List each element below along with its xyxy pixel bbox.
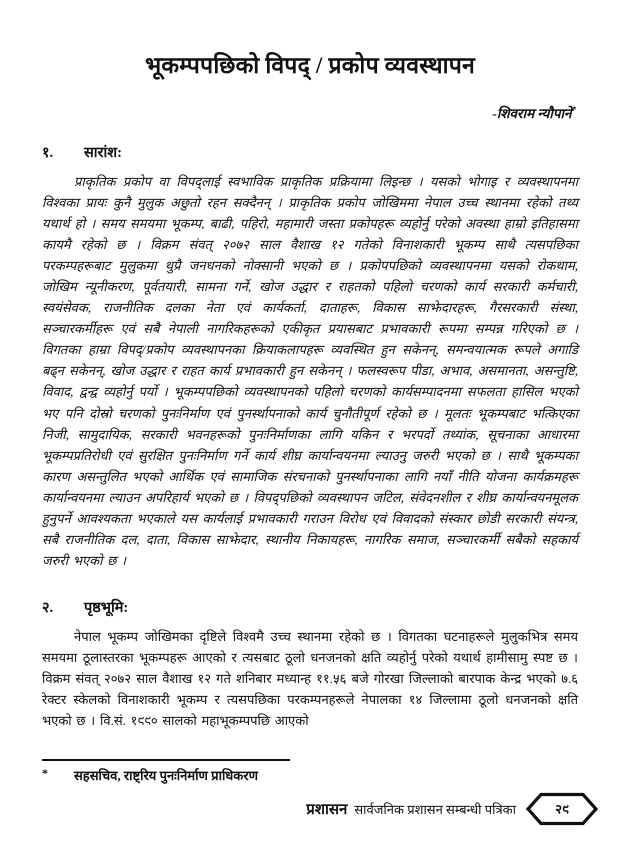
author-line — [42, 104, 578, 122]
journal-subtitle: सार्वजनिक प्रशासन सम्बन्धी पत्रिका — [354, 802, 516, 817]
journal-name: प्रशासन — [306, 802, 348, 818]
page-number-badge — [526, 792, 598, 826]
footnote-divider — [42, 759, 290, 761]
footnote-label: सहसचिव, राष्ट्रिय पुनःनिर्माण प्राधिकरण — [74, 768, 259, 783]
section-2-title: पृष्ठभूमि: — [84, 599, 129, 616]
article-title: भूकम्पपछिको विपद् / प्रकोप व्यवस्थापन — [145, 53, 475, 78]
author-footnote-marker: * — [571, 104, 576, 115]
section-2-paragraph: नेपाल भूकम्प जोखिमका दृष्टिले विश्वमै उच्च स्थानमा रहेको छ । विगतका घटनाहरूले मुलुकभित्र समय समयमा ठूलास्तरका भूकम्पहरू आएको र त्यसबाट ठूलो धनजनको क्षति व्यहोर्नु परेको यथार्थ हामीसामु स्पष्ट छ । विक्रम संवत् २०७२ साल वैशाख १२ गते शनिबार मध्यान्ह ११.५६ बजे गोरखा जिल्लाको बारपाक केन्द्र भएको ७.६ रेक्टर स्केलको विनाशकारी भूकम्प र त्यसपछिका परकम्पनहरूले नेपालका १४ जिल्लामा ठूलो धनजनको क्षति भएको छ । वि.सं. १९९० सालको महाभूकम्पपछि आएको — [42, 628, 578, 729]
section-1-paragraph: प्राकृतिक प्रकोप वा विपद्लाई स्वभाविक प्राकृतिक प्रक्रियामा लिइन्छ । यसको भोगाइ र व्यवस्थापनमा विश्वका प्रायः कुनै मुलुक अछुतो रहन सक्दैनन् । प्राकृतिक प्रकोप जोखिममा नेपाल उच्च स्थानमा रहेको तथ्य यथार्थ हो । समय समयमा भूकम्प, बाढी, पहिरो, महामारी जस्ता प्रकोपहरू व्यहोर्नु परेको अवस्था हाम्रो इतिहासमा कायमै रहेको छ । विक्रम संवत् २०७२ साल वैशाख १२ गतेको विनाशकारी भूकम्प साथै त्यसपछिका परकम्पहरूबाट मुलुकमा थुप्रै जनधनको नोक्सानी भएको छ । प्रकोपपछिको व्यवस्थापनमा यसको रोकथाम, जोखिम न्यूनीकरण, पूर्वतयारी, सामना गर्ने, खोज उद्धार र राहतको पहिलो चरणको कार्य सरकारी कर्मचारी, स्वयंसेवक, राजनीतिक दलका नेता एवं कार्यकर्ता, दाताहरू, विकास साझेदारहरू, गैरसरकारी संस्था, सञ्चारकर्मीहरू एवं सबै नेपाली नागरिकहरूको एकीकृत प्रयासबाट प्रभावकारी रूपमा सम्पन्न गरिएको छ । विगतका हाम्रा विपद्/प्रकोप व्यवस्थापनका क्रियाकलापहरू व्यवस्थित हुन सकेनन्, समन्वयात्मक रूपले अगाडि बढ्न सकेनन्, खोज उद्धार र राहत कार्य प्रभावकारी हुन सकेनन् । फलस्वरूप पीडा, अभाव, असमानता, असन्तुष्टि, विवाद, द्वन्द्व व्यहोर्नु पर्यो । भूकम्पपछिको व्यवस्थापनको पहिलो चरणको कार्यसम्पादनमा सफलता हासिल भएको भए पनि दोस्रो चरणको पुनःनिर्माण एवं पुनर्स्थापनाको कार्य चुनौतीपूर्ण रहेको छ । मूलतः भूकम्पबाट भत्किएका निजी, सामुदायिक, सरकारी भवनहरूको पुनःनिर्माणका लागि यकिन र भरपर्दो तथ्यांक, सूचनाका आधारमा भूकम्पप्रतिरोधी एवं सुरक्षित पुनःनिर्माण गर्ने कार्य शीघ्र कार्यान्वयनमा ल्याउनु जरुरी भएको छ । साथै भूकम्पका कारण असन्तुलित भएको आर्थिक एवं सामाजिक संरचनाको पुनर्स्थापनाका लागि नयाँ नीति योजना कार्यक्रमहरू कार्यान्वयनमा ल्याउन अपरिहार्य भएको छ । विपद्पछिको व्यवस्थापन जटिल, संवेदनशील र शीघ्र कार्यान्वयनमूलक हुनुपर्ने आवश्यकता भएकाले यस कार्यलाई प्रभावकारी गराउन विरोध एवं विवादको संस्कार छोडी सरकारी संयन्त्र, सबै राजनीतिक दल, दाता, विकास साझेदार, स्थानीय निकायहरू, नागरिक समाज, सञ्चारकर्मी सबैको सहकार्य जरुरी भएको छ । — [42, 174, 578, 568]
section-2-heading — [42, 597, 578, 617]
page-number: २९ — [555, 801, 569, 817]
section-2-number: २. — [42, 599, 54, 616]
section-1-number: १. — [42, 145, 54, 161]
author-name: -शिवराम न्यौपाने — [492, 106, 572, 121]
footnote — [42, 759, 578, 784]
page-footer — [306, 792, 598, 826]
section-1-heading — [42, 142, 578, 162]
section-1-title: सारांश: — [84, 145, 122, 161]
footnote-marker: * — [42, 766, 48, 780]
